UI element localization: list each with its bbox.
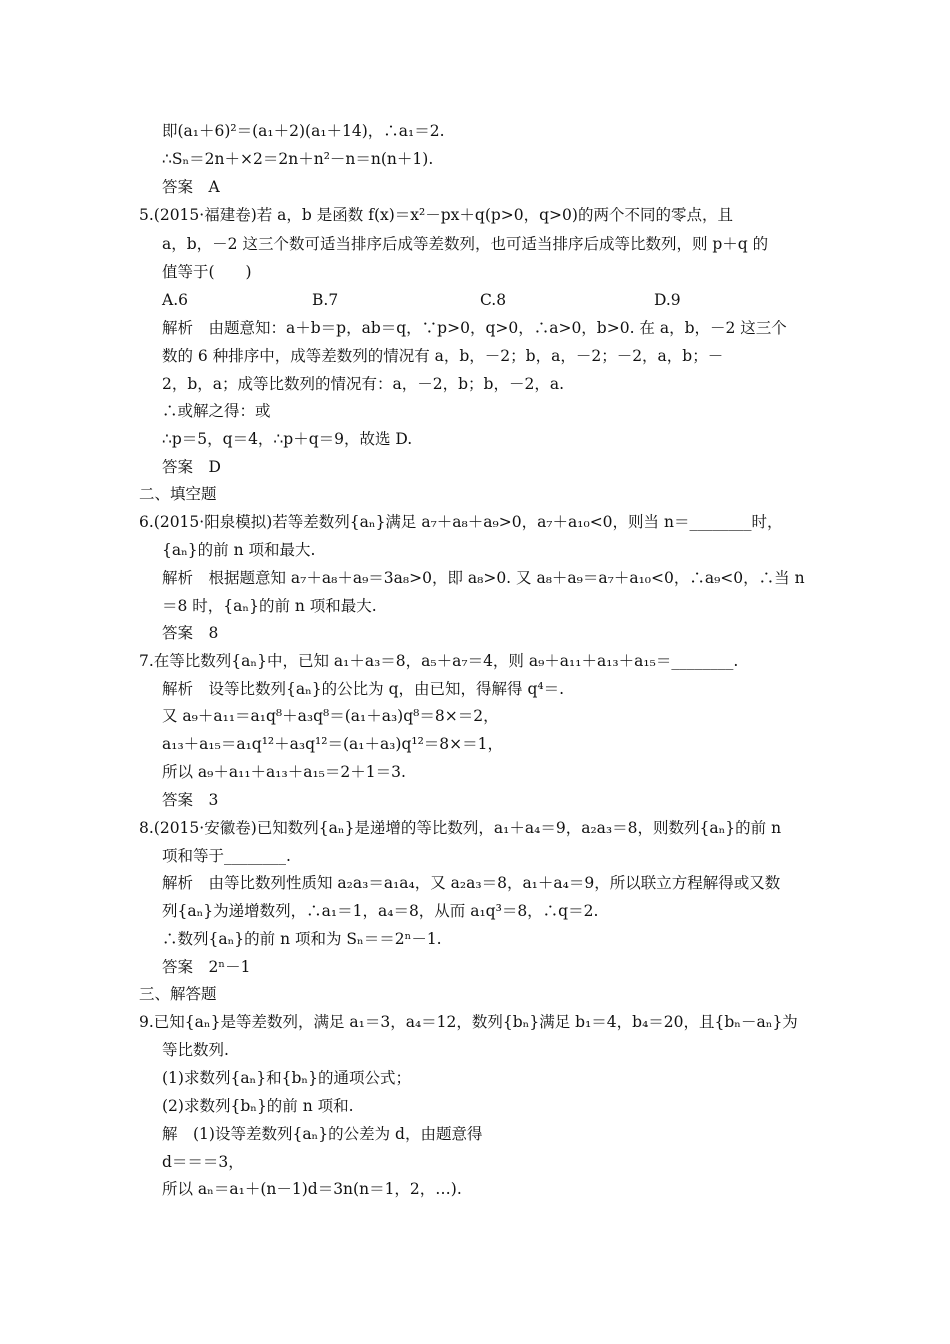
text-line: 解析 根据题意知 a₇＋a₈＋a₉＝3a₈>0，即 a₈>0. 又 a₈＋a₉＝a₇＋a₁₀<0，∴a₉<0，∴当 n <box>162 569 805 587</box>
text-line: 即(a₁＋6)²＝(a₁＋2)(a₁＋14)，∴a₁＝2. <box>162 122 445 140</box>
text-line: 2，b，a；成等比数列的情况有：a，－2，b；b，－2，a. <box>162 375 565 393</box>
text-line: 项和等于________. <box>162 847 291 865</box>
option-c: C.8 <box>480 291 507 309</box>
option-b: B.7 <box>312 291 339 309</box>
text-line: 又 a₉＋a₁₁＝a₁q⁸＋a₃q⁸＝(a₁＋a₃)q⁸＝8×＝2， <box>162 707 499 725</box>
question-9-line: 9.已知{aₙ}是等差数列，满足 a₁＝3，a₄＝12，数列{bₙ}满足 b₁＝4，b₄＝20，且{bₙ－aₙ}为 <box>139 1013 798 1031</box>
text-line: ∴p＝5，q＝4，∴p＋q＝9，故选 D. <box>162 430 413 448</box>
text-line: 答案 2ⁿ－1 <box>162 958 251 976</box>
text-line: (2)求数列{bₙ}的前 n 项和. <box>162 1097 354 1115</box>
text-line: ＝8 时，{aₙ}的前 n 项和最大. <box>162 597 377 615</box>
text-line: ∴Sₙ＝2n＋×2＝2n＋n²－n＝n(n＋1). <box>162 150 434 168</box>
text-line: a₁₃＋a₁₅＝a₁q¹²＋a₃q¹²＝(a₁＋a₃)q¹²＝8×＝1， <box>162 735 504 753</box>
text-line: ∴数列{aₙ}的前 n 项和为 Sₙ＝＝2ⁿ－1. <box>162 930 442 948</box>
text-line: 值等于( ) <box>162 263 252 281</box>
text-line: ∴或解之得：或 <box>162 402 271 420</box>
text-line: 解析 由等比数列性质知 a₂a₃＝a₁a₄，又 a₂a₃＝8，a₁＋a₄＝9，所以联立方程解得或又数 <box>162 874 781 892</box>
text-line: a，b，－2 这三个数可适当排序后成等差数列，也可适当排序后成等比数列，则 p＋q 的 <box>162 235 769 253</box>
question-5-line: 5.(2015·福建卷)若 a，b 是函数 f(x)＝x²－px＋q(p>0，q>0)的两个不同的零点，且 <box>139 206 733 224</box>
text-line: 答案 A <box>162 178 220 196</box>
section-heading: 三、解答题 <box>139 985 217 1003</box>
question-8-line: 8.(2015·安徽卷)已知数列{aₙ}是递增的等比数列，a₁＋a₄＝9，a₂a₃＝8，则数列{aₙ}的前 n <box>139 819 782 837</box>
text-line: 列{aₙ}为递增数列，∴a₁＝1，a₄＝8，从而 a₁q³＝8，∴q＝2. <box>162 902 599 920</box>
text-line: 答案 D <box>162 458 221 476</box>
text-line: d＝＝＝3， <box>162 1153 244 1171</box>
text-line: 答案 3 <box>162 791 219 809</box>
section-heading: 二、填空题 <box>139 485 217 503</box>
option-a: A.6 <box>162 291 188 309</box>
question-6-line: 6.(2015·阳泉模拟)若等差数列{aₙ}满足 a₇＋a₈＋a₉>0，a₇＋a₁₀<0，则当 n＝________时， <box>139 513 783 531</box>
text-line: 所以 aₙ＝a₁＋(n－1)d＝3n(n＝1，2，…). <box>162 1180 462 1198</box>
text-line: 所以 a₉＋a₁₁＋a₁₃＋a₁₅＝2＋1＝3. <box>162 763 406 781</box>
text-line: 等比数列. <box>162 1041 229 1059</box>
question-7-line: 7.在等比数列{aₙ}中，已知 a₁＋a₃＝8，a₅＋a₇＝4，则 a₉＋a₁₁＋a₁₃＋a₁₅＝________. <box>139 652 739 670</box>
option-d: D.9 <box>654 291 681 309</box>
text-line: (1)求数列{aₙ}和{bₙ}的通项公式； <box>162 1069 411 1087</box>
text-line: 解 (1)设等差数列{aₙ}的公差为 d，由题意得 <box>162 1125 483 1143</box>
text-line: 数的 6 种排序中，成等差数列的情况有 a，b，－2；b，a，－2；－2，a，b；－ <box>162 347 724 365</box>
text-line: {aₙ}的前 n 项和最大. <box>162 541 316 559</box>
text-line: 答案 8 <box>162 624 219 642</box>
text-line: 解析 由题意知：a＋b＝p，ab＝q，∵p>0，q>0，∴a>0，b>0. 在 a，b，－2 这三个 <box>162 319 787 337</box>
text-line: 解析 设等比数列{aₙ}的公比为 q，由已知，得解得 q⁴＝. <box>162 680 565 698</box>
